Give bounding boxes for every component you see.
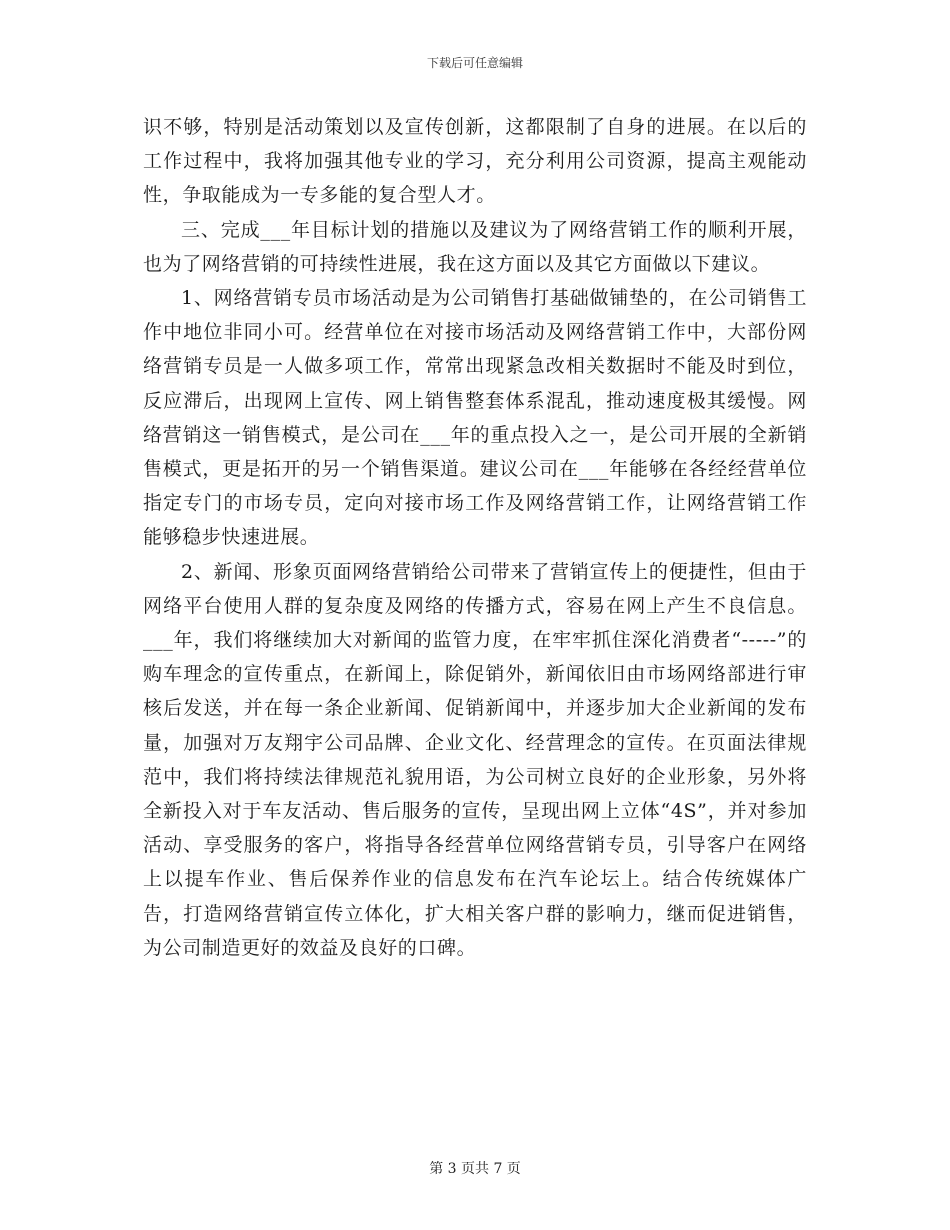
- page-header: 下载后可任意编辑: [426, 56, 523, 70]
- paragraph-4: 2、新闻、形象页面网络营销给公司带来了营销宣传上的便捷性，但由于网络平台使用人群的复杂度及网络的传播方式，容易在网上产生不良信息。___年，我们将继续加大对新闻的监管力度，在牢牢抓住深化消费者“-----”的购车理念的宣传重点，在新闻上，除促销外，新闻依旧由市场网络部进行审核后发送，并在每一条企业新闻、促销新闻中，并逐步加大企业新闻的发布量，加强对万友翔宇公司品牌、企业文化、经营理念的宣传。在页面法律规范中，我们将持续法律规范礼貌用语，为公司树立良好的企业形象，另外将全新投入对于车友活动、售后服务的宣传，呈现出网上立体“4S”，并对参加活动、享受服务的客户，将指导各经营单位网络营销专员，引导客户在网络上以提车作业、售后保养作业的信息发布在汽车论坛上。结合传统媒体广告，打造网络营销宣传立体化，扩大相关客户群的影响力，继而促进销售，为公司制造更好的效益及良好的口碑。: [143, 560, 807, 959]
- page-footer: 第 3 页共 7 页: [429, 1161, 521, 1177]
- paragraph-2: 三、完成___年目标计划的措施以及建议为了网络营销工作的顺利开展，也为了网络营销的可持续性进展，我在这方面以及其它方面做以下建议。: [143, 218, 807, 275]
- paragraph-1: 识不够，特别是活动策划以及宣传创新，这都限制了自身的进展。在以后的工作过程中，我将加强其他专业的学习，充分利用公司资源，提高主观能动性，争取能成为一专多能的复合型人才。: [143, 116, 807, 207]
- document-body: [143, 110, 807, 965]
- paragraph-3: 1、网络营销专员市场活动是为公司销售打基础做铺垫的，在公司销售工作中地位非同小可。经营单位在对接市场活动及网络营销工作中，大部份网络营销专员是一人做多项工作，常常出现紧急改相关数据时不能及时到位，反应滞后，出现网上宣传、网上销售整套体系混乱，推动速度极其缓慢。网络营销这一销售模式，是公司在___年的重点投入之一，是公司开展的全新销售模式，更是拓开的另一个销售渠道。建议公司在___年能够在各经经营单位指定专门的市场专员，定向对接市场工作及网络营销工作，让网络营销工作能够稳步快速进展。: [143, 287, 807, 549]
